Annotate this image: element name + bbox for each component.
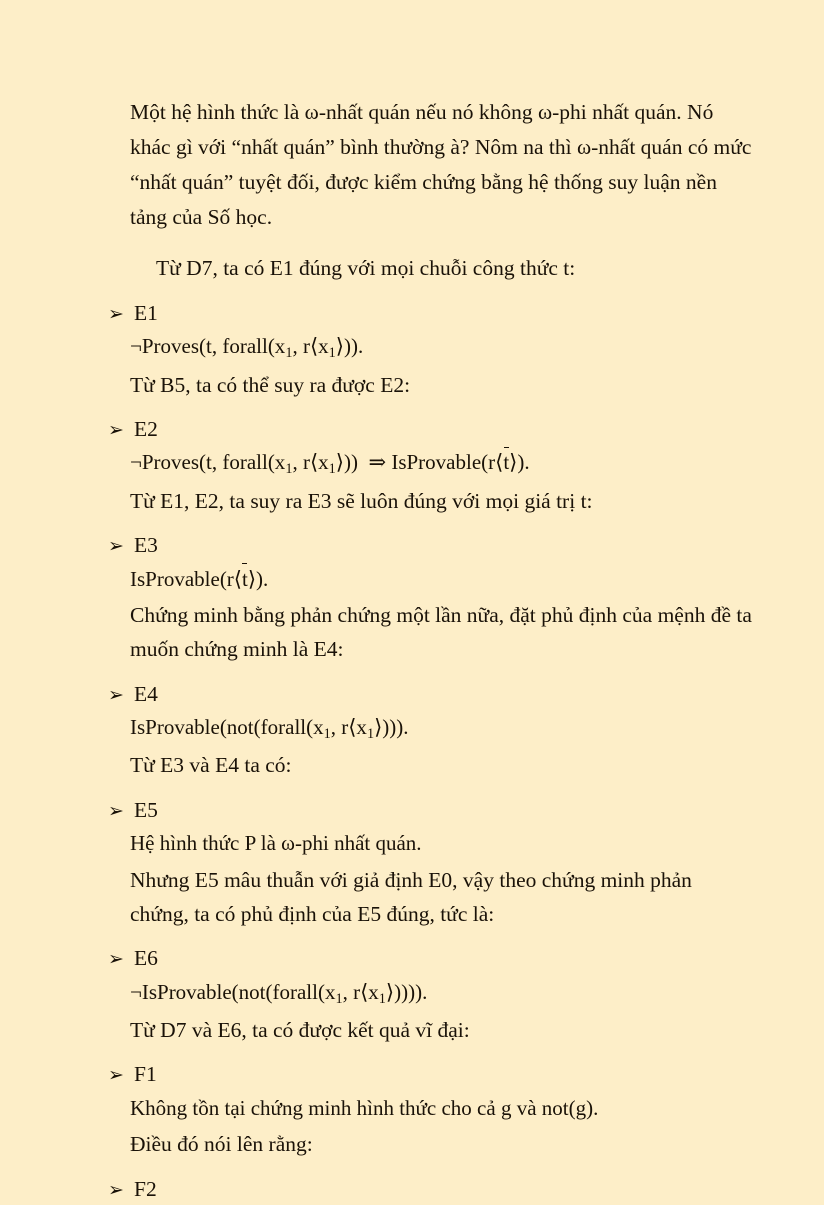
block-label: E2 — [134, 417, 158, 442]
block-label: E1 — [134, 301, 158, 326]
lead-in-paragraph: Từ D7, ta có E1 đúng với mọi chuỗi công thức t: — [156, 256, 576, 281]
block-label: F1 — [134, 1062, 157, 1087]
formula-part: , r⟨x — [292, 450, 329, 475]
bullet-arrow-icon: ➢ — [108, 536, 124, 558]
formula-part: , r⟨x — [342, 979, 379, 1004]
formula-subscript: 1 — [328, 345, 336, 362]
note-after-e6: Từ D7 và E6, ta có được kết quả vĩ đại: — [130, 1018, 470, 1043]
list-item — [108, 678, 754, 710]
formula-part: ⟩)))). — [385, 979, 428, 1004]
intro-paragraph: Một hệ hình thức là ω-nhất quán nếu nó không ω-phi nhất quán. Nó khác gì với “nhất quán” bình thường à? Nôm na thì ω-nhất quán có mức “nhất quán” tuyệt đối, được kiểm chứng bằng hệ thống suy luận nền tảng của Số học. — [130, 100, 752, 230]
formula-subscript: 1 — [323, 726, 331, 743]
block-e2 — [108, 413, 754, 518]
list-item — [108, 529, 754, 561]
block-label: E5 — [134, 797, 158, 822]
note-after-e1: Từ B5, ta có thể suy ra được E2: — [130, 372, 411, 397]
formula-part: , r⟨x — [330, 715, 367, 740]
block-e3 — [108, 529, 754, 667]
bullet-arrow-icon: ➢ — [108, 800, 124, 822]
block-e1 — [108, 297, 754, 402]
formula-e4 — [130, 712, 754, 745]
statement-e5: Hệ hình thức P là ω-phi nhất quán. — [130, 831, 422, 856]
list-item — [108, 413, 754, 445]
note-after-f1: Điều đó nói lên rằng: — [130, 1132, 313, 1157]
list-item — [108, 297, 754, 329]
overline-t: t — [503, 447, 509, 479]
overline-t: t — [242, 564, 248, 596]
note-after-e3: Chứng minh bằng phản chứng một lần nữa, đặt phủ định của mệnh đề ta muốn chứng minh là E4: — [130, 603, 752, 662]
formula-part: ¬IsProvable(not(forall(x — [130, 979, 336, 1004]
formula-part: ¬Proves(t, forall(x — [130, 334, 286, 359]
formula-part: ¬Proves(t, forall(x — [130, 450, 286, 475]
bullet-arrow-icon: ➢ — [108, 684, 124, 706]
block-label: F2 — [134, 1176, 157, 1201]
list-item — [108, 1058, 754, 1090]
note-after-e2: Từ E1, E2, ta suy ra E3 sẽ luôn đúng với mọi giá trị t: — [130, 488, 593, 513]
formula-e3 — [130, 564, 754, 596]
bullet-arrow-icon: ➢ — [108, 1065, 124, 1087]
formula-subscript: 1 — [285, 461, 293, 478]
block-e4 — [108, 678, 754, 783]
formula-subscript: 1 — [335, 990, 343, 1007]
bullet-arrow-icon: ➢ — [108, 420, 124, 442]
block-label: E6 — [134, 946, 158, 971]
formula-subscript: 1 — [285, 345, 293, 362]
formula-part: , r⟨x — [292, 334, 329, 359]
formula-subscript: 1 — [366, 726, 375, 743]
formula-e2 — [130, 447, 754, 480]
formula-part: ⟩)). — [335, 334, 364, 359]
statement-f1: Không tồn tại chứng minh hình thức cho cả g và not(g). — [130, 1095, 599, 1120]
formula-part: IsProvable(not(forall(x — [130, 715, 324, 740]
list-item — [108, 794, 754, 826]
block-label: E3 — [134, 533, 158, 558]
formula-subscript: 1 — [328, 461, 336, 478]
list-item — [108, 942, 754, 974]
formula-part: ⟩). — [247, 566, 269, 591]
formula-part: ⟩))). — [374, 715, 409, 740]
block-label: E4 — [134, 681, 158, 706]
note-after-e5: Nhưng E5 mâu thuẫn với giả định E0, vậy theo chứng minh phản chứng, ta có phủ định của E5 đúng, tức là: — [130, 867, 692, 926]
formula-part: ⟩). — [509, 450, 530, 475]
block-e6 — [108, 942, 754, 1047]
formula-part: IsProvable(r⟨ — [130, 566, 242, 591]
block-f1 — [108, 1058, 754, 1161]
formula-e1 — [130, 331, 754, 364]
formula-e6 — [130, 977, 754, 1010]
formula-part: ⟩)) — [335, 450, 358, 475]
formula-part: IsProvable(r⟨ — [391, 450, 504, 475]
note-after-e4: Từ E3 và E4 ta có: — [130, 753, 292, 778]
implies-symbol: ⇒ — [368, 450, 387, 475]
bullet-arrow-icon: ➢ — [108, 949, 124, 971]
formula-subscript: 1 — [378, 990, 386, 1007]
block-e5 — [108, 794, 754, 932]
bullet-arrow-icon: ➢ — [108, 304, 124, 326]
bullet-arrow-icon: ➢ — [108, 1179, 124, 1201]
